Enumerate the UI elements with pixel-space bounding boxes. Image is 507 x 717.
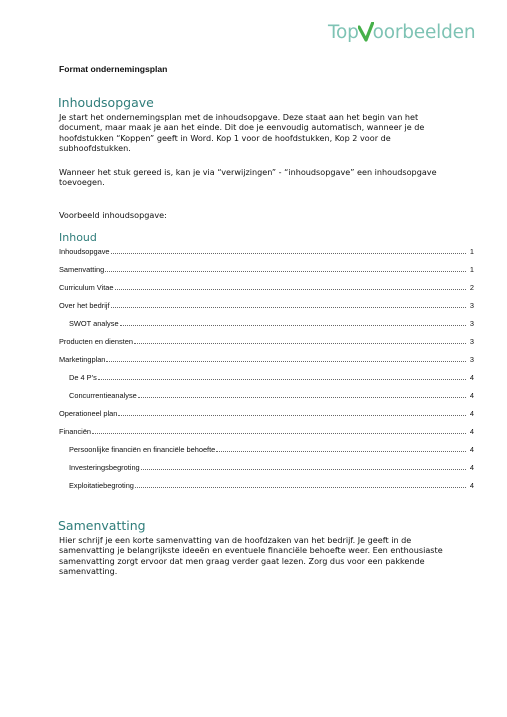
toc-dot-leader [105, 271, 466, 272]
text-line: subhoofdstukken. [59, 143, 131, 154]
toc-entry-page: 3 [469, 301, 474, 310]
example-label: Voorbeeld inhoudsopgave: [59, 210, 167, 220]
toc-entry-label: De 4 P’s [69, 373, 97, 382]
heading-samenvatting: Samenvatting [58, 518, 146, 533]
toc-dot-leader [135, 487, 466, 488]
toc-entry[interactable] [59, 462, 474, 472]
toc-entry-label: Persoonlijke financiën en financiële behoefte [69, 445, 216, 454]
toc-entry-page: 1 [469, 247, 474, 256]
toc-entry-label: Over het bedrijf [59, 301, 110, 310]
toc-entry-label: Financiën [59, 427, 92, 436]
summary-paragraph [59, 535, 474, 577]
toc-dot-leader [92, 433, 466, 434]
toc-entry-label: Producten en diensten [59, 337, 133, 346]
logo-text-voorbeelden: oorbeelden [372, 22, 476, 43]
toc-entry-page: 3 [469, 337, 474, 346]
logo-text-top: Top [328, 22, 359, 43]
toc-entry[interactable] [59, 372, 474, 382]
toc-entry-label: Curriculum Vitae [59, 283, 114, 292]
toc-entry-label: Samenvatting [59, 265, 105, 274]
toc-entry-page: 4 [469, 373, 474, 382]
toc-entry[interactable] [59, 390, 474, 400]
toc-dot-leader [120, 325, 466, 326]
toc-entry-label: Investeringsbegroting [69, 463, 140, 472]
toc-entry-page: 2 [469, 283, 474, 292]
instruction-paragraph [59, 167, 474, 188]
topvoorbeelden-logo [328, 22, 478, 46]
text-line: samenvatting zorgt ervoor dat men graag verder gaat lezen. Zorg dus voor een pakkende [59, 555, 425, 566]
toc-entry-label: Concurrentieanalyse [69, 391, 137, 400]
toc-entry-page: 4 [469, 463, 474, 472]
text-line: document, maar maak je aan het einde. Dit doe je eenvoudig automatisch, wanneer je de [59, 122, 425, 133]
toc-entry[interactable] [59, 408, 474, 418]
toc-entry[interactable] [59, 318, 474, 328]
logo-v-checkmark-icon [358, 22, 374, 42]
toc-dot-leader [216, 451, 466, 452]
toc-entry-label: Operationeel plan [59, 409, 118, 418]
toc-entry[interactable] [59, 336, 474, 346]
toc-dot-leader [118, 415, 466, 416]
toc-title: Inhoud [59, 231, 97, 244]
toc-entry[interactable] [59, 480, 474, 490]
toc-entry[interactable] [59, 426, 474, 436]
toc-entry[interactable] [59, 354, 474, 364]
toc-entry-page: 4 [469, 409, 474, 418]
toc-entry[interactable] [59, 300, 474, 310]
toc-dot-leader [115, 289, 467, 290]
toc-entry[interactable] [59, 264, 474, 274]
toc-entry-page: 4 [469, 445, 474, 454]
toc-entry[interactable] [59, 282, 474, 292]
toc-dot-leader [98, 379, 466, 380]
toc-dot-leader [141, 469, 466, 470]
toc-entry[interactable] [59, 246, 474, 256]
text-line: Hier schrijf je een korte samenvatting van de hoofdzaken van het bedrijf. Je geeft in de [59, 535, 412, 545]
text-line: samenvatting. [59, 566, 118, 577]
toc-dot-leader [111, 307, 466, 308]
toc-entry-label: Inhoudsopgave [59, 247, 110, 256]
heading-inhoudsopgave: Inhoudsopgave [58, 95, 154, 110]
intro-paragraph [59, 112, 474, 154]
toc-entry-page: 1 [469, 265, 474, 274]
toc-dot-leader [111, 253, 466, 254]
toc-entry-page: 4 [469, 427, 474, 436]
text-line: toevoegen. [59, 177, 105, 188]
toc-entry-page: 3 [469, 355, 474, 364]
document-label: Format ondernemingsplan [59, 64, 168, 74]
toc-entry[interactable] [59, 444, 474, 454]
text-line: Je start het ondernemingsplan met de inhoudsopgave. Deze staat aan het begin van het [59, 112, 419, 122]
toc-entry-label: Marketingplan [59, 355, 106, 364]
toc-dot-leader [106, 361, 466, 362]
toc-entry-page: 4 [469, 481, 474, 490]
toc-dot-leader [138, 397, 466, 398]
toc-entry-page: 4 [469, 391, 474, 400]
text-line: Wanneer het stuk gereed is, kan je via “verwijzingen” - “inhoudsopgave” een inhoudsopgave [59, 167, 437, 177]
text-line: samenvatting je belangrijkste ideeën en eventuele financiële behoefte weer. Een enthousiaste [59, 545, 443, 556]
toc-entry-label: SWOT analyse [69, 319, 119, 328]
toc-dot-leader [134, 343, 466, 344]
toc-entry-page: 3 [469, 319, 474, 328]
toc-entry-label: Exploitatiebegroting [69, 481, 134, 490]
text-line: hoofdstukken “Koppen” geeft in Word. Kop 1 voor de hoofdstukken, Kop 2 voor de [59, 132, 391, 143]
